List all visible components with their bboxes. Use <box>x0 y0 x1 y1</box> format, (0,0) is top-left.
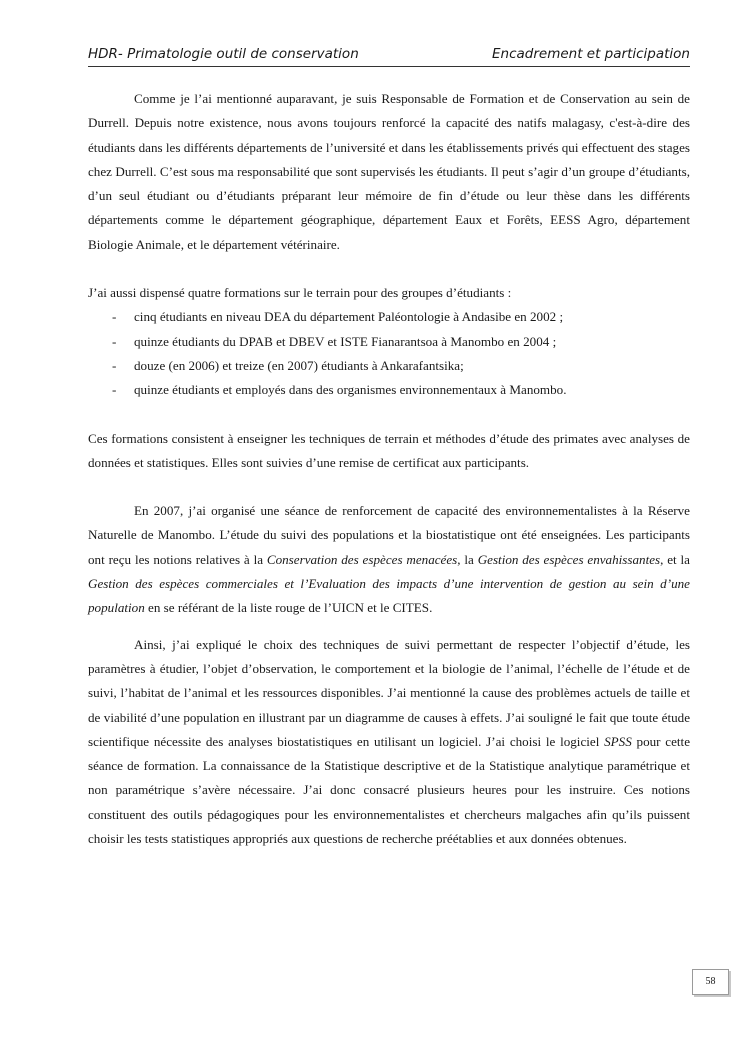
paragraph-trainings-content: Ces formations consistent à enseigner les techniques de terrain et méthodes d’étude des primates avec analyses de données et statistiques. Elles sont suivies d’une remise de certificat aux participants. <box>88 430 690 470</box>
paragraph-2007-session: En 2007, j’ai organisé une séance de renforcement de capacité des environnementalistes à la Réserve Naturelle de Manombo. L’étude du suivi des populations et la biostatistique ont été enseignées. Les participants ont reçu les notions relatives à la Conservation des espèces menacées, la Gestion des espèces envahissantes, et la Gestion des espèces commerciales et l’Evaluation des impacts d’une intervention de gestion au sein d’une population en se référant de la liste rouge de l’UICN et le CITES. <box>88 503 690 616</box>
header-title: HDR- Primatologie outil de conservation <box>88 46 359 62</box>
paragraph-trainings-intro: J’ai aussi dispensé quatre formations sur le terrain pour des groupes d’étudiants : <box>88 285 512 301</box>
page-header <box>88 44 690 67</box>
paragraph-responsibility: Comme je l’ai mentionné auparavant, je suis Responsable de Formation et de Conservation au sein de Durrell. Depuis notre existence, nous avons toujours renforcé la capacité des natifs malagasy, c'est-à-dire des étudiants dans les différents départements de l’université et dans les établissements privés qui effectuent des stages chez Durrell. C’est sous ma responsabilité que sont supervisés les étudiants. Il peut s’agir d’un groupe d’étudiants, d’un seul étudiant ou d’étudiants préparant leur mémoire de fin d’étude ou leur thèse dans les différents départements comme le département géographique, département Eaux et Forêts, EESS Agro, département Biologie Animale, et le département vétérinaire. <box>88 91 690 252</box>
header-section: Encadrement et participation <box>491 46 690 62</box>
italic-term: Gestion des espèces commerciales et l’Evaluation des impacts d’une intervention de gestion au sein d’une population <box>88 576 690 616</box>
list-item: - quinze étudiants et employés dans des organismes environnementaux à Manombo. <box>88 378 690 402</box>
list-item: - quinze étudiants du DPAB et DBEV et ISTE Fianarantsoa à Manombo en 2004 ; <box>88 330 690 354</box>
italic-term: Gestion des espèces envahissantes <box>477 551 661 567</box>
list-item: - cinq étudiants en niveau DEA du département Paléontologie à Andasibe en 2002 ; <box>88 305 690 329</box>
paragraph-methods: Ainsi, j’ai expliqué le choix des techniques de suivi permettant de respecter l’objectif d’étude, les paramètres à étudier, l’objet d’observation, le comportement et la biologie de l’animal, l’échelle de l’étude et de suivi, l’habitat de l’animal et les ressources disponibles. J’ai mentionné la cause des problèmes actuels de taille et de viabilité d’une population en illustrant par un diagramme de causes à effets. J’ai souligné le fait que toute étude scientifique nécessite des analyses biostatistiques en utilisant un logiciel. J’ai choisi le logiciel SPSS pour cette séance de formation. La connaissance de la Statistique descriptive et de la Statistique analytique paramétrique et non paramétrique s’avère nécessaire. J’ai donc consacré plusieurs heures pour les instruire. Ces notions constituent des outils pédagogiques pour les environnementalistes et chercheurs malgaches afin qu’ils puissent choisir les tests statistiques appropriés aux questions de recherche préétablies et aux données obtenues. <box>88 636 691 847</box>
italic-term: SPSS <box>604 733 632 749</box>
trainings-list <box>88 305 690 402</box>
page-number: 58 <box>692 969 729 995</box>
page-body <box>88 87 690 851</box>
list-item: - douze (en 2006) et treize (en 2007) étudiants à Ankarafantsika; <box>88 354 690 378</box>
italic-term: Conservation des espèces menacées <box>266 551 458 567</box>
